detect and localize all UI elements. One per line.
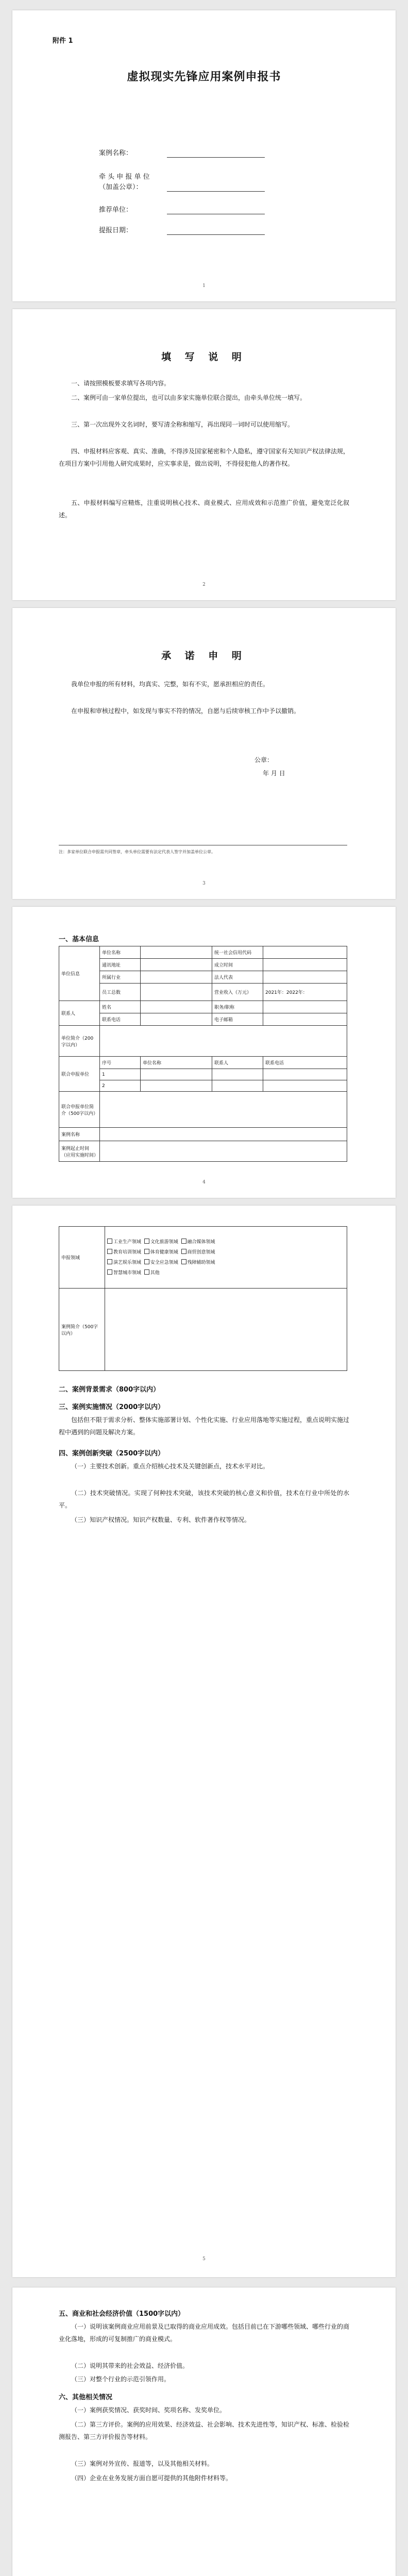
option-label: 残障辅助领域 [187, 1260, 215, 1265]
option-label: 安全应急领域 [150, 1260, 178, 1265]
case-name-label: 案例名称 [59, 1128, 100, 1141]
option-label: 工业生产领域 [113, 1239, 142, 1245]
cell: 姓名 [100, 1001, 141, 1013]
option-label: 融合媒体领域 [187, 1239, 215, 1245]
field-options [105, 1227, 347, 1289]
field-label: 申报领域 [59, 1227, 105, 1289]
field-line [167, 213, 265, 214]
section-5-text-b: （二）说明其带来的社会效益、经济价值。 [71, 2362, 189, 2369]
cell: 单位名称 [141, 1057, 212, 1069]
pledge-date: 年 月 日 [263, 770, 285, 777]
field-line [167, 157, 265, 158]
option-label: 商贸创意领域 [187, 1249, 215, 1255]
instruction-para: 三、第一次出现外文名词时，要写清全称和缩写，再出现同一词时可以使用缩写。 [71, 421, 294, 428]
section-5-text-c: （三）对整个行业的示范引领作用。 [71, 2376, 171, 2383]
field-lead-unit: 牵 头 申 报 单 位 [99, 173, 150, 181]
cell [263, 946, 347, 959]
section-6-text-d: （四）企业在业务发展方面自愿可提供的其他附件材料等。 [71, 2475, 232, 2482]
checkbox[interactable] [107, 1259, 112, 1264]
cell [141, 971, 212, 984]
field-lead-unit-seal: （加盖公章）： [99, 183, 143, 191]
cell [212, 1069, 263, 1080]
option-label: 体育健康领域 [150, 1249, 178, 1255]
partner-label: 联合申报单位 [59, 1057, 100, 1092]
section-3-heading: 三、案例实施情况（2000字以内） [59, 1403, 165, 1411]
cell: 2 [100, 1080, 141, 1092]
checkbox[interactable] [144, 1239, 149, 1244]
cell: 法人代表 [212, 971, 263, 984]
section-6-text-a: （一）案例获奖情况、获奖时间、奖项名称、发奖单位。 [71, 2406, 226, 2414]
checkbox[interactable] [181, 1239, 186, 1244]
section-3-text: 包括但不限于需求分析、整体实施部署计划、个性化实施、行业应用落地等实施过程，重点说明实施过程中遇到的问题及解决方案。 [59, 1416, 350, 1436]
cover-title: 虚拟现实先锋应用案例申报书 [127, 71, 281, 83]
unit-info-label: 单位信息 [59, 946, 100, 1001]
cell: 职务/职称 [212, 1001, 263, 1013]
cell [263, 1013, 347, 1026]
field-case-name: 案例名称： [99, 149, 133, 157]
page-pledge [12, 608, 396, 899]
attachment-label: 附件 1 [53, 37, 73, 45]
checkbox[interactable] [107, 1239, 112, 1244]
pledge-para: 在申报和审核过程中，如发现与事实不符的情况，自愿与后续审核工作中予以撤销。 [71, 707, 300, 715]
cell [105, 1289, 347, 1371]
cell [141, 1001, 212, 1013]
unit-intro-label: 单位简介（200字以内） [59, 1026, 100, 1057]
cell [263, 971, 347, 984]
seal-label: 公章： [254, 756, 274, 764]
partner-intro-label: 联合申报单位简介（500字以内） [59, 1092, 100, 1128]
checkbox[interactable] [144, 1249, 149, 1254]
cell [212, 1080, 263, 1092]
cell [263, 1001, 347, 1013]
cell: 营业收入（万元） [212, 984, 263, 1001]
page-cover [12, 10, 396, 301]
instruction-para: 一、请按照模板要求填写各项内容。 [71, 380, 171, 387]
basic-info-heading: 一、基本信息 [59, 936, 99, 943]
cell: 成立时间 [212, 959, 263, 971]
pledge-para: 我单位申报的所有材料，均真实、完整，如有不实，愿承担相应的责任。 [71, 681, 269, 688]
cell: 联系人 [212, 1057, 263, 1069]
checkbox[interactable] [144, 1269, 149, 1275]
cell: 所属行业 [100, 971, 141, 984]
instruction-para: 五、申报材料编写应精炼，注重说明核心技术、商业模式、应用成效和示范推广价值，避免宽泛化叙述。 [59, 499, 349, 519]
page-number: 2 [202, 582, 206, 587]
option-label: 文化旅游领域 [150, 1239, 178, 1245]
section-6-text-c: （三）案例对外宣传、报道等，以及其他相关材料。 [71, 2460, 214, 2467]
cell: 1 [100, 1069, 141, 1080]
pledge-footnote: 注：多家单位联合申报需共同签章，牵头单位需要有法定代表人签字并加盖单位公章。 [59, 850, 215, 854]
basic-info-table [59, 946, 347, 1162]
section-5-heading: 五、商业和社会经济价值（1500字以内） [59, 2310, 185, 2318]
checkbox[interactable] [107, 1269, 112, 1275]
instructions-title: 填 写 说 明 [161, 351, 247, 363]
cell: 2021年：2022年： [263, 984, 347, 1001]
section-5-text-a: （一）说明该案例商业应用前景及已取得的商业应用成效。包括目前已在下游哪些领域、哪些行业的商业化落地，形成的可复制推广的商业模式。 [59, 2323, 350, 2343]
cell: 通讯地址 [100, 959, 141, 971]
cell [100, 1128, 347, 1141]
cell [263, 1069, 347, 1080]
summary-label: 案例简介（500字以内） [59, 1289, 105, 1371]
page-basic-info [12, 907, 396, 1198]
case-period-label: 案例起止时间（应用实施时间） [59, 1141, 100, 1162]
cell [100, 1026, 347, 1057]
section-6-heading: 六、其他相关情况 [59, 2394, 113, 2401]
field-date: 提报日期： [99, 227, 133, 234]
section-4-heading: 四、案例创新突破（2500字以内） [59, 1450, 165, 1458]
cell: 单位名称 [100, 946, 141, 959]
instruction-para: 二、案例可由一家单位提出，也可以由多家实施单位联合提出，由牵头单位统一填写。 [71, 394, 307, 401]
cell: 电子邮箱 [212, 1013, 263, 1026]
contact-label: 联系人 [59, 1001, 100, 1026]
cell [141, 1069, 212, 1080]
cell: 联系电话 [100, 1013, 141, 1026]
cell: 员工总数 [100, 984, 141, 1001]
cell [141, 959, 212, 971]
page-instructions [12, 309, 396, 600]
section-4-text-b: （二）技术突破情况。实现了何种技术突破，该技术突破的核心意义和价值，技术在行业中所处的水平。 [59, 1489, 349, 1509]
field-line [167, 191, 265, 192]
apply-table [59, 1226, 347, 1371]
page-impact [12, 2287, 396, 2576]
page-number: 1 [202, 283, 206, 289]
page-apply [12, 1206, 396, 2277]
option-label: 其他 [150, 1270, 160, 1276]
cell [263, 959, 347, 971]
cell: 联系电话 [263, 1057, 347, 1069]
page-number: 3 [202, 881, 206, 886]
section-6-text-b: （二）第三方评价。案例的应用效果、经济效益、社会影响、技术先进性等，知识产权、标准、检验检测报告、第三方评价报告等材料。 [59, 2421, 350, 2441]
checkbox[interactable] [144, 1259, 149, 1264]
cell [100, 1092, 347, 1128]
instruction-para: 四、申报材料应客观、真实、准确，不得涉及国家秘密和个人隐私，遵守国家有关知识产权法律法规，在项目方案中引用他人研究成果时，应实事求是，做出说明，不得侵犯他人的著作权。 [59, 448, 350, 467]
cell: 序号 [100, 1057, 141, 1069]
option-label: 智慧城市领域 [113, 1270, 142, 1276]
cell [141, 1013, 212, 1026]
checkbox[interactable] [181, 1259, 186, 1264]
option-label: 教育培训领域 [113, 1249, 142, 1255]
page-number: 5 [202, 2257, 206, 2262]
pledge-title: 承 诺 申 明 [161, 650, 247, 662]
section-4-text-c: （三）知识产权情况。知识产权数量、专利、软件著作权等情况。 [71, 1516, 251, 1523]
cell [100, 1141, 347, 1162]
cell [141, 1080, 212, 1092]
cell: 统一社会信用代码 [212, 946, 263, 959]
section-2-heading: 二、案例背景需求（800字以内） [59, 1386, 160, 1394]
field-recommender: 推荐单位： [99, 206, 133, 214]
section-4-text-a: （一）主要技术创新。重点介绍核心技术及关键创新点，技术水平对比。 [71, 1463, 269, 1470]
option-label: 演艺娱乐领域 [113, 1260, 142, 1265]
cell [141, 984, 212, 1001]
checkbox[interactable] [181, 1249, 186, 1254]
cell [141, 946, 212, 959]
cell [263, 1080, 347, 1092]
checkbox[interactable] [107, 1249, 112, 1254]
field-line [167, 234, 265, 235]
page-number: 4 [202, 1180, 206, 1185]
